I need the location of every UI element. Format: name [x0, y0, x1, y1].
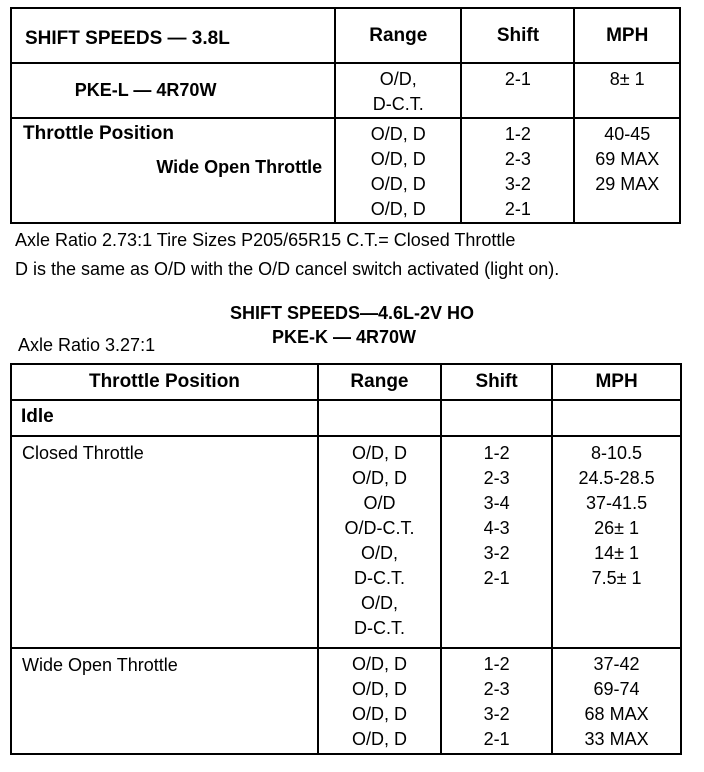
- mph-line: 33 MAX: [584, 729, 649, 749]
- range-line: O/D, D: [370, 199, 426, 219]
- table1-wot-shift: [461, 118, 574, 223]
- table1-throttle-cell: [11, 118, 335, 223]
- shift-line: 2-1: [483, 729, 510, 749]
- range-line: O/D, D: [370, 124, 426, 144]
- range-line: O/D,: [379, 69, 417, 89]
- shift-line: 2-3: [483, 679, 510, 699]
- table1-ct-range: [335, 63, 461, 118]
- range-line: O/D-C.T.: [344, 518, 415, 538]
- range-line: O/D, D: [351, 704, 407, 724]
- shift-line: 2-1: [483, 568, 510, 588]
- shift-line: 2-3: [483, 468, 510, 488]
- table2-idle-label: Idle: [11, 400, 318, 436]
- range-line: O/D, D: [351, 679, 407, 699]
- shift-line: 3-2: [483, 704, 510, 724]
- table1-wot-mph: [574, 118, 680, 223]
- table1-title: SHIFT SPEEDS — 3.8L: [11, 8, 335, 63]
- table2-closed-label: Closed Throttle: [11, 436, 318, 648]
- table2-header-mph: MPH: [552, 364, 681, 400]
- table1-throttle-label: Throttle Position: [23, 123, 174, 144]
- mph-line: 37-41.5: [586, 493, 648, 513]
- range-line: D-C.T.: [353, 618, 405, 638]
- mph-line: 37-42: [593, 654, 640, 674]
- range-line: O/D, D: [351, 468, 407, 488]
- table2-title-line1: SHIFT SPEEDS—4.6L-2V HO: [229, 303, 475, 323]
- table2-wot-shift: [441, 648, 552, 754]
- shift-line: 3-4: [483, 493, 510, 513]
- table2-axle-ratio: Axle Ratio 3.27:1: [18, 335, 156, 355]
- range-line: O/D, D: [351, 654, 407, 674]
- shift-line: 3-2: [483, 543, 510, 563]
- table2-wot-mph: [552, 648, 681, 754]
- note-axle-tire: Axle Ratio 2.73:1 Tire Sizes P205/65R15 C.T.= Closed Throttle: [15, 230, 516, 250]
- table1-header-range: Range: [335, 8, 461, 63]
- shift-line: 1-2: [504, 124, 531, 144]
- range-line: O/D, D: [370, 149, 426, 169]
- range-line: O/D, D: [351, 729, 407, 749]
- table2-header-range: Range: [318, 364, 441, 400]
- mph-line: 29 MAX: [595, 174, 660, 194]
- range-line: O/D, D: [351, 443, 407, 463]
- shift-line: 2-3: [504, 149, 531, 169]
- range-line: O/D, D: [370, 174, 426, 194]
- shift-line: 4-3: [483, 518, 510, 538]
- table1-header-shift: Shift: [461, 8, 574, 63]
- table2-wot-range: [318, 648, 441, 754]
- mph-line: 7.5± 1: [591, 568, 642, 588]
- table2-closed-mph: [552, 436, 681, 648]
- table2-idle-range: [318, 400, 441, 436]
- mph-line: 24.5-28.5: [578, 468, 655, 488]
- mph-line: 69 MAX: [595, 149, 660, 169]
- table2-idle-mph: [552, 400, 681, 436]
- mph-line: 68 MAX: [584, 704, 649, 724]
- shift-line: 2-1: [504, 199, 531, 219]
- table2-wot-label: Wide Open Throttle: [11, 648, 318, 754]
- shift-line: 1-2: [483, 654, 510, 674]
- table1-header-mph: MPH: [574, 8, 680, 63]
- table2-header-throttle: Throttle Position: [11, 364, 318, 400]
- shift-speeds-3-8l-table: [10, 7, 681, 224]
- mph-line: 40-45: [604, 124, 651, 144]
- note-od-cancel: D is the same as O/D with the O/D cancel switch activated (light on).: [15, 259, 560, 279]
- table2-closed-range: [318, 436, 441, 648]
- mph-line: 14± 1: [594, 543, 640, 563]
- table2-header-shift: Shift: [441, 364, 552, 400]
- shift-line: 1-2: [483, 443, 510, 463]
- table1-subtitle: PKE-L — 4R70W: [11, 63, 335, 118]
- mph-line: 8-10.5: [591, 443, 643, 463]
- range-line: D-C.T.: [372, 94, 424, 114]
- table1-ct-shift: 2-1: [461, 63, 574, 118]
- mph-line: 69-74: [593, 679, 640, 699]
- table2-closed-shift: [441, 436, 552, 648]
- range-line: O/D: [363, 493, 396, 513]
- range-line: O/D,: [360, 543, 398, 563]
- table2-title-line2: PKE-K — 4R70W: [271, 327, 417, 347]
- range-line: O/D,: [360, 593, 398, 613]
- table2-idle-shift: [441, 400, 552, 436]
- table1-ct-mph: 8± 1: [574, 63, 680, 118]
- shift-speeds-4-6l-table: [10, 363, 682, 755]
- range-line: D-C.T.: [353, 568, 405, 588]
- mph-line: 26± 1: [594, 518, 640, 538]
- table1-wot-label: Wide Open Throttle: [156, 157, 323, 177]
- table1-wot-range: [335, 118, 461, 223]
- shift-line: 3-2: [504, 174, 531, 194]
